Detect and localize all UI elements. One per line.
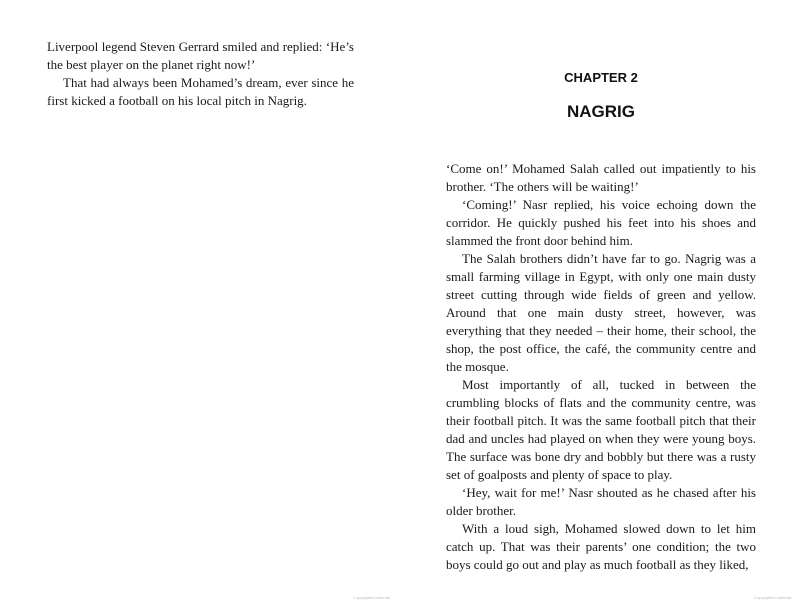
- copyright-watermark: Copyrighted material: [353, 595, 390, 600]
- left-page-text: [47, 38, 354, 110]
- paragraph: The Salah brothers didn’t have far to go. Nagrig was a small farming village in Egypt, with only one main dusty street cutting through wide fields of green and yellow. Around that one main dusty street, however, was everything that they needed – their home, their school, the shop, the post office, the café, the community centre and the mosque.: [446, 251, 756, 374]
- paragraph: Most importantly of all, tucked in between the crumbling blocks of flats and the community centre, was their football pitch. It was the same football pitch that their dad and uncles had played on when they were young boys. The surface was bone dry and bobbly but there was a rusty set of goalposts and plenty of space to play.: [446, 377, 756, 482]
- paragraph: ‘Come on!’ Mohamed Salah called out impatiently to his brother. ‘The others will be waiting!’: [446, 161, 756, 194]
- chapter-number: CHAPTER 2: [564, 70, 638, 85]
- copyright-watermark: Copyrighted material: [754, 595, 791, 600]
- chapter-title: NAGRIG: [567, 102, 635, 121]
- right-page-text: [446, 160, 756, 574]
- paragraph: With a loud sigh, Mohamed slowed down to let him catch up. That was their parents’ one condition; the two boys could go out and play as much football as they liked,: [446, 521, 756, 572]
- paragraph: ‘Hey, wait for me!’ Nasr shouted as he chased after his older brother.: [446, 485, 756, 518]
- paragraph: That had always been Mohamed’s dream, ever since he first kicked a football on his local pitch in Nagrig.: [47, 75, 354, 108]
- paragraph: ‘Coming!’ Nasr replied, his voice echoing down the corridor. He quickly pushed his feet into his shoes and slammed the front door behind him.: [446, 197, 756, 248]
- paragraph: Liverpool legend Steven Gerrard smiled and replied: ‘He’s the best player on the planet right now!’: [47, 39, 354, 72]
